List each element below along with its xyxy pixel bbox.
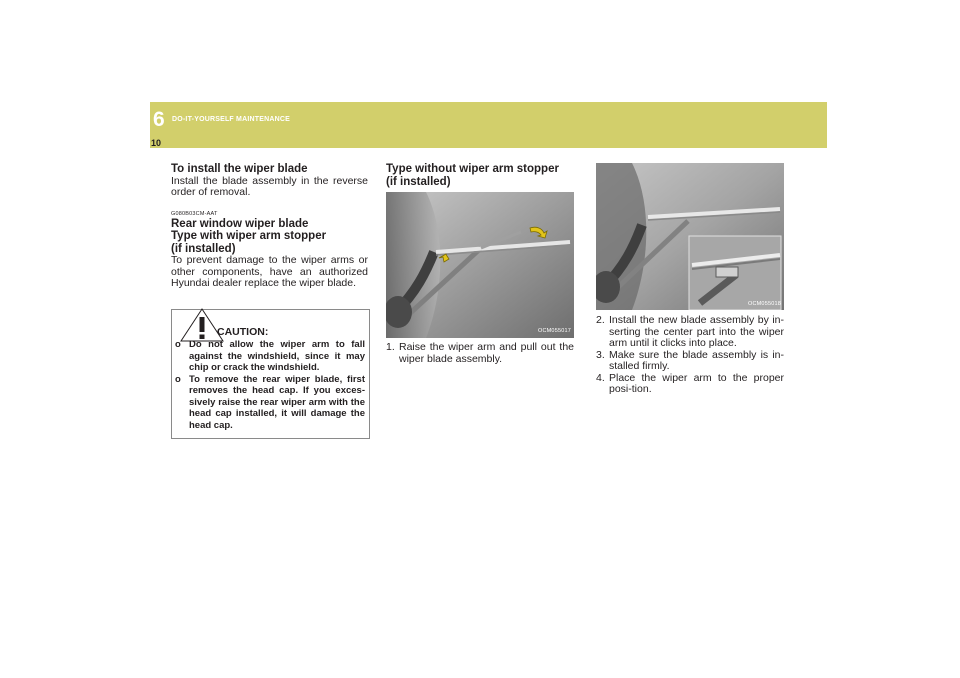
step-text: Place the wiper arm to the proper posi-tion. bbox=[609, 371, 784, 395]
caution-title: CAUTION: bbox=[217, 326, 269, 338]
wiper-install-photo bbox=[596, 163, 784, 310]
step-text: Install the new blade assembly by in-serting the center part into the wiper arm until it clicks into place. bbox=[609, 314, 784, 349]
caution-item-text: To remove the rear wiper blade, first removes the head cap. If you exces-sively raise the rear wiper arm with the head cap installed, it will damage the head cap. bbox=[189, 373, 365, 431]
rear-heading-1: Rear window wiper blade bbox=[171, 217, 309, 230]
wiper-raise-photo bbox=[386, 192, 574, 338]
middle-heading-1: Type without wiper arm stopper bbox=[386, 163, 559, 175]
rear-text: To prevent damage to the wiper arms or other components, have an authorized Hyundai dealer replace the wiper blade. bbox=[171, 254, 368, 289]
install-heading: To install the wiper blade bbox=[171, 163, 308, 175]
chapter-title: DO-IT-YOURSELF MAINTENANCE bbox=[172, 116, 290, 123]
wiper-raise-illustration bbox=[386, 192, 574, 338]
caution-item bbox=[175, 339, 365, 374]
step-item bbox=[596, 315, 784, 350]
middle-heading-2: (if installed) bbox=[386, 175, 451, 188]
step-item bbox=[596, 373, 784, 396]
install-text: Install the blade assembly in the reverse order of removal. bbox=[171, 174, 368, 198]
step-number: 4. bbox=[596, 371, 605, 384]
step-item bbox=[386, 342, 574, 365]
section-code: G080B03CM-AAT bbox=[171, 210, 218, 217]
chapter-number: 6 bbox=[153, 108, 165, 131]
image-code: OCM055017 bbox=[538, 328, 571, 334]
caution-item-text: Do not allow the wiper arm to fall against the windshield, since it may chip or crack the windshield. bbox=[189, 339, 365, 373]
caution-bullet: o bbox=[175, 373, 181, 385]
rear-heading-3: (if installed) bbox=[171, 242, 236, 255]
middle-steps bbox=[386, 342, 574, 365]
left-column bbox=[171, 163, 368, 290]
caution-list bbox=[175, 339, 365, 431]
step-number: 3. bbox=[596, 348, 605, 361]
step-number: 2. bbox=[596, 314, 605, 326]
middle-heading bbox=[386, 163, 576, 188]
chapter-header-band bbox=[150, 102, 827, 148]
step-text: Make sure the blade assembly is in-stalled firmly. bbox=[609, 348, 784, 372]
step-item bbox=[596, 350, 784, 373]
step-number: 1. bbox=[386, 341, 395, 353]
caution-bullet: o bbox=[175, 339, 181, 350]
caution-item bbox=[175, 374, 365, 432]
right-steps bbox=[596, 315, 784, 396]
page-number: 10 bbox=[151, 138, 162, 148]
wiper-install-illustration bbox=[596, 163, 784, 310]
rear-heading-2: Type with wiper arm stopper bbox=[171, 230, 327, 242]
step-text: Raise the wiper arm and pull out the wiper blade assembly. bbox=[399, 341, 574, 365]
image-code: OCM055018 bbox=[748, 301, 781, 307]
